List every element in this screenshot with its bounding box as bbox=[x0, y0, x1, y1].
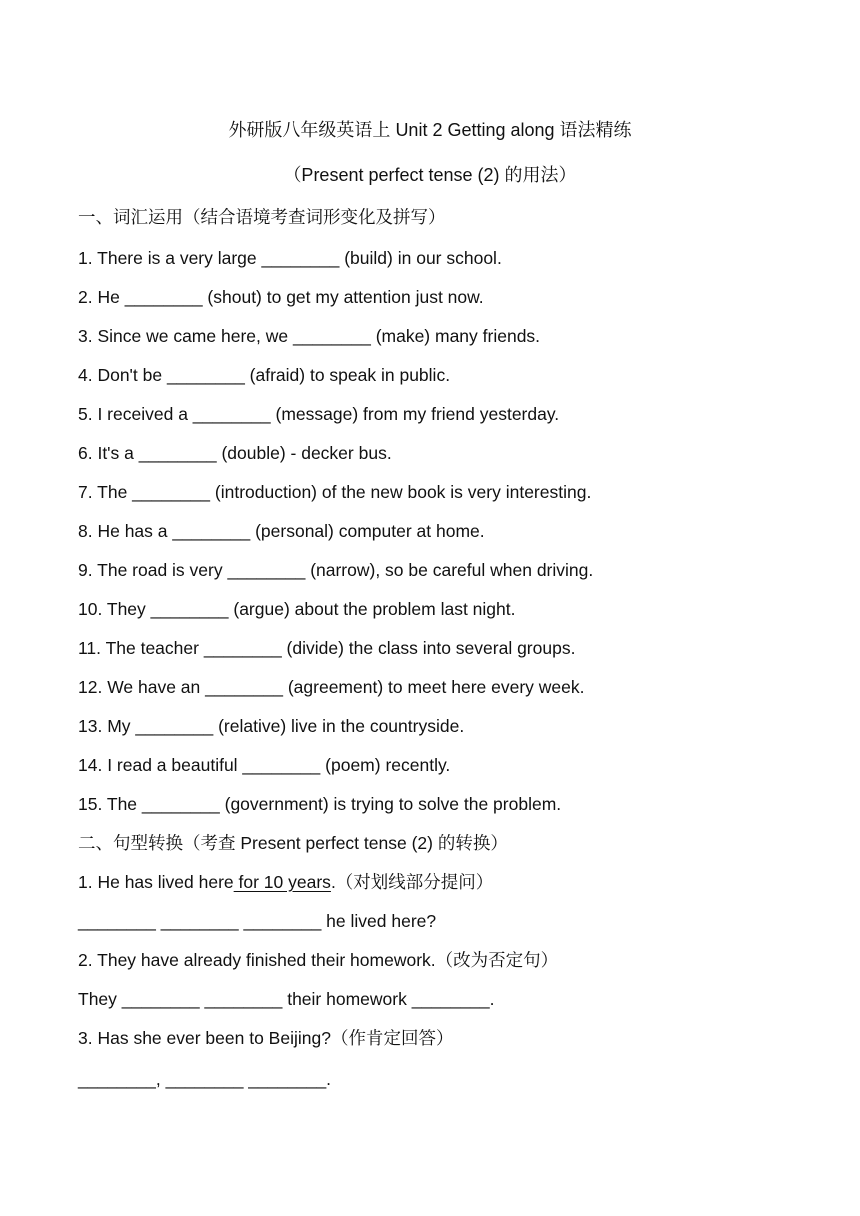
vocab-item-8: 8. He has a ________ (personal) computer at home. bbox=[78, 521, 485, 541]
vocab-item-4: 4. Don't be ________ (afraid) to speak in public. bbox=[78, 365, 451, 385]
section2-heading: 二、句型转换（考查 Present perfect tense (2) 的转换） bbox=[78, 833, 508, 853]
vocab-item-6: 6. It's a ________ (double) - decker bus. bbox=[78, 443, 392, 463]
transform-answer-1: ________ ________ ________ he lived here? bbox=[78, 911, 437, 931]
vocab-item-2: 2. He ________ (shout) to get my attention just now. bbox=[78, 287, 484, 307]
section1-heading: 一、词汇运用（结合语境考查词形变化及拼写） bbox=[78, 207, 446, 227]
transform-question-1 bbox=[78, 871, 493, 893]
page-title: 外研版八年级英语上 Unit 2 Getting along 语法精练 bbox=[228, 120, 632, 140]
vocab-item-10: 10. They ________ (argue) about the problem last night. bbox=[78, 599, 516, 619]
vocab-item-14: 14. I read a beautiful ________ (poem) recently. bbox=[78, 755, 451, 775]
vocab-item-13: 13. My ________ (relative) live in the countryside. bbox=[78, 716, 465, 736]
q1-prefix: 1. He has lived here bbox=[78, 872, 234, 892]
vocab-item-12: 12. We have an ________ (agreement) to meet here every week. bbox=[78, 677, 585, 697]
vocab-item-9: 9. The road is very ________ (narrow), so be careful when driving. bbox=[78, 560, 594, 580]
vocab-item-5: 5. I received a ________ (message) from my friend yesterday. bbox=[78, 404, 560, 424]
vocab-item-15: 15. The ________ (government) is trying to solve the problem. bbox=[78, 794, 562, 814]
vocab-item-3: 3. Since we came here, we ________ (make) many friends. bbox=[78, 326, 541, 346]
vocab-item-11: 11. The teacher ________ (divide) the class into several groups. bbox=[78, 638, 576, 658]
q1-underlined-phrase: for 10 years bbox=[233, 872, 331, 892]
transform-answer-2: They ________ ________ their homework ________. bbox=[78, 989, 495, 1009]
vocab-item-7: 7. The ________ (introduction) of the new book is very interesting. bbox=[78, 482, 592, 502]
transform-answer-3: ________, ________ ________. bbox=[78, 1069, 332, 1089]
vocab-item-1: 1. There is a very large ________ (build) in our school. bbox=[78, 248, 502, 268]
q1-suffix: .（对划线部分提问） bbox=[330, 872, 494, 892]
transform-question-3: 3. Has she ever been to Beijing?（作肯定回答） bbox=[78, 1028, 454, 1048]
transform-question-2: 2. They have already finished their homework.（改为否定句） bbox=[78, 950, 559, 970]
page-subtitle: （Present perfect tense (2) 的用法） bbox=[283, 165, 577, 185]
